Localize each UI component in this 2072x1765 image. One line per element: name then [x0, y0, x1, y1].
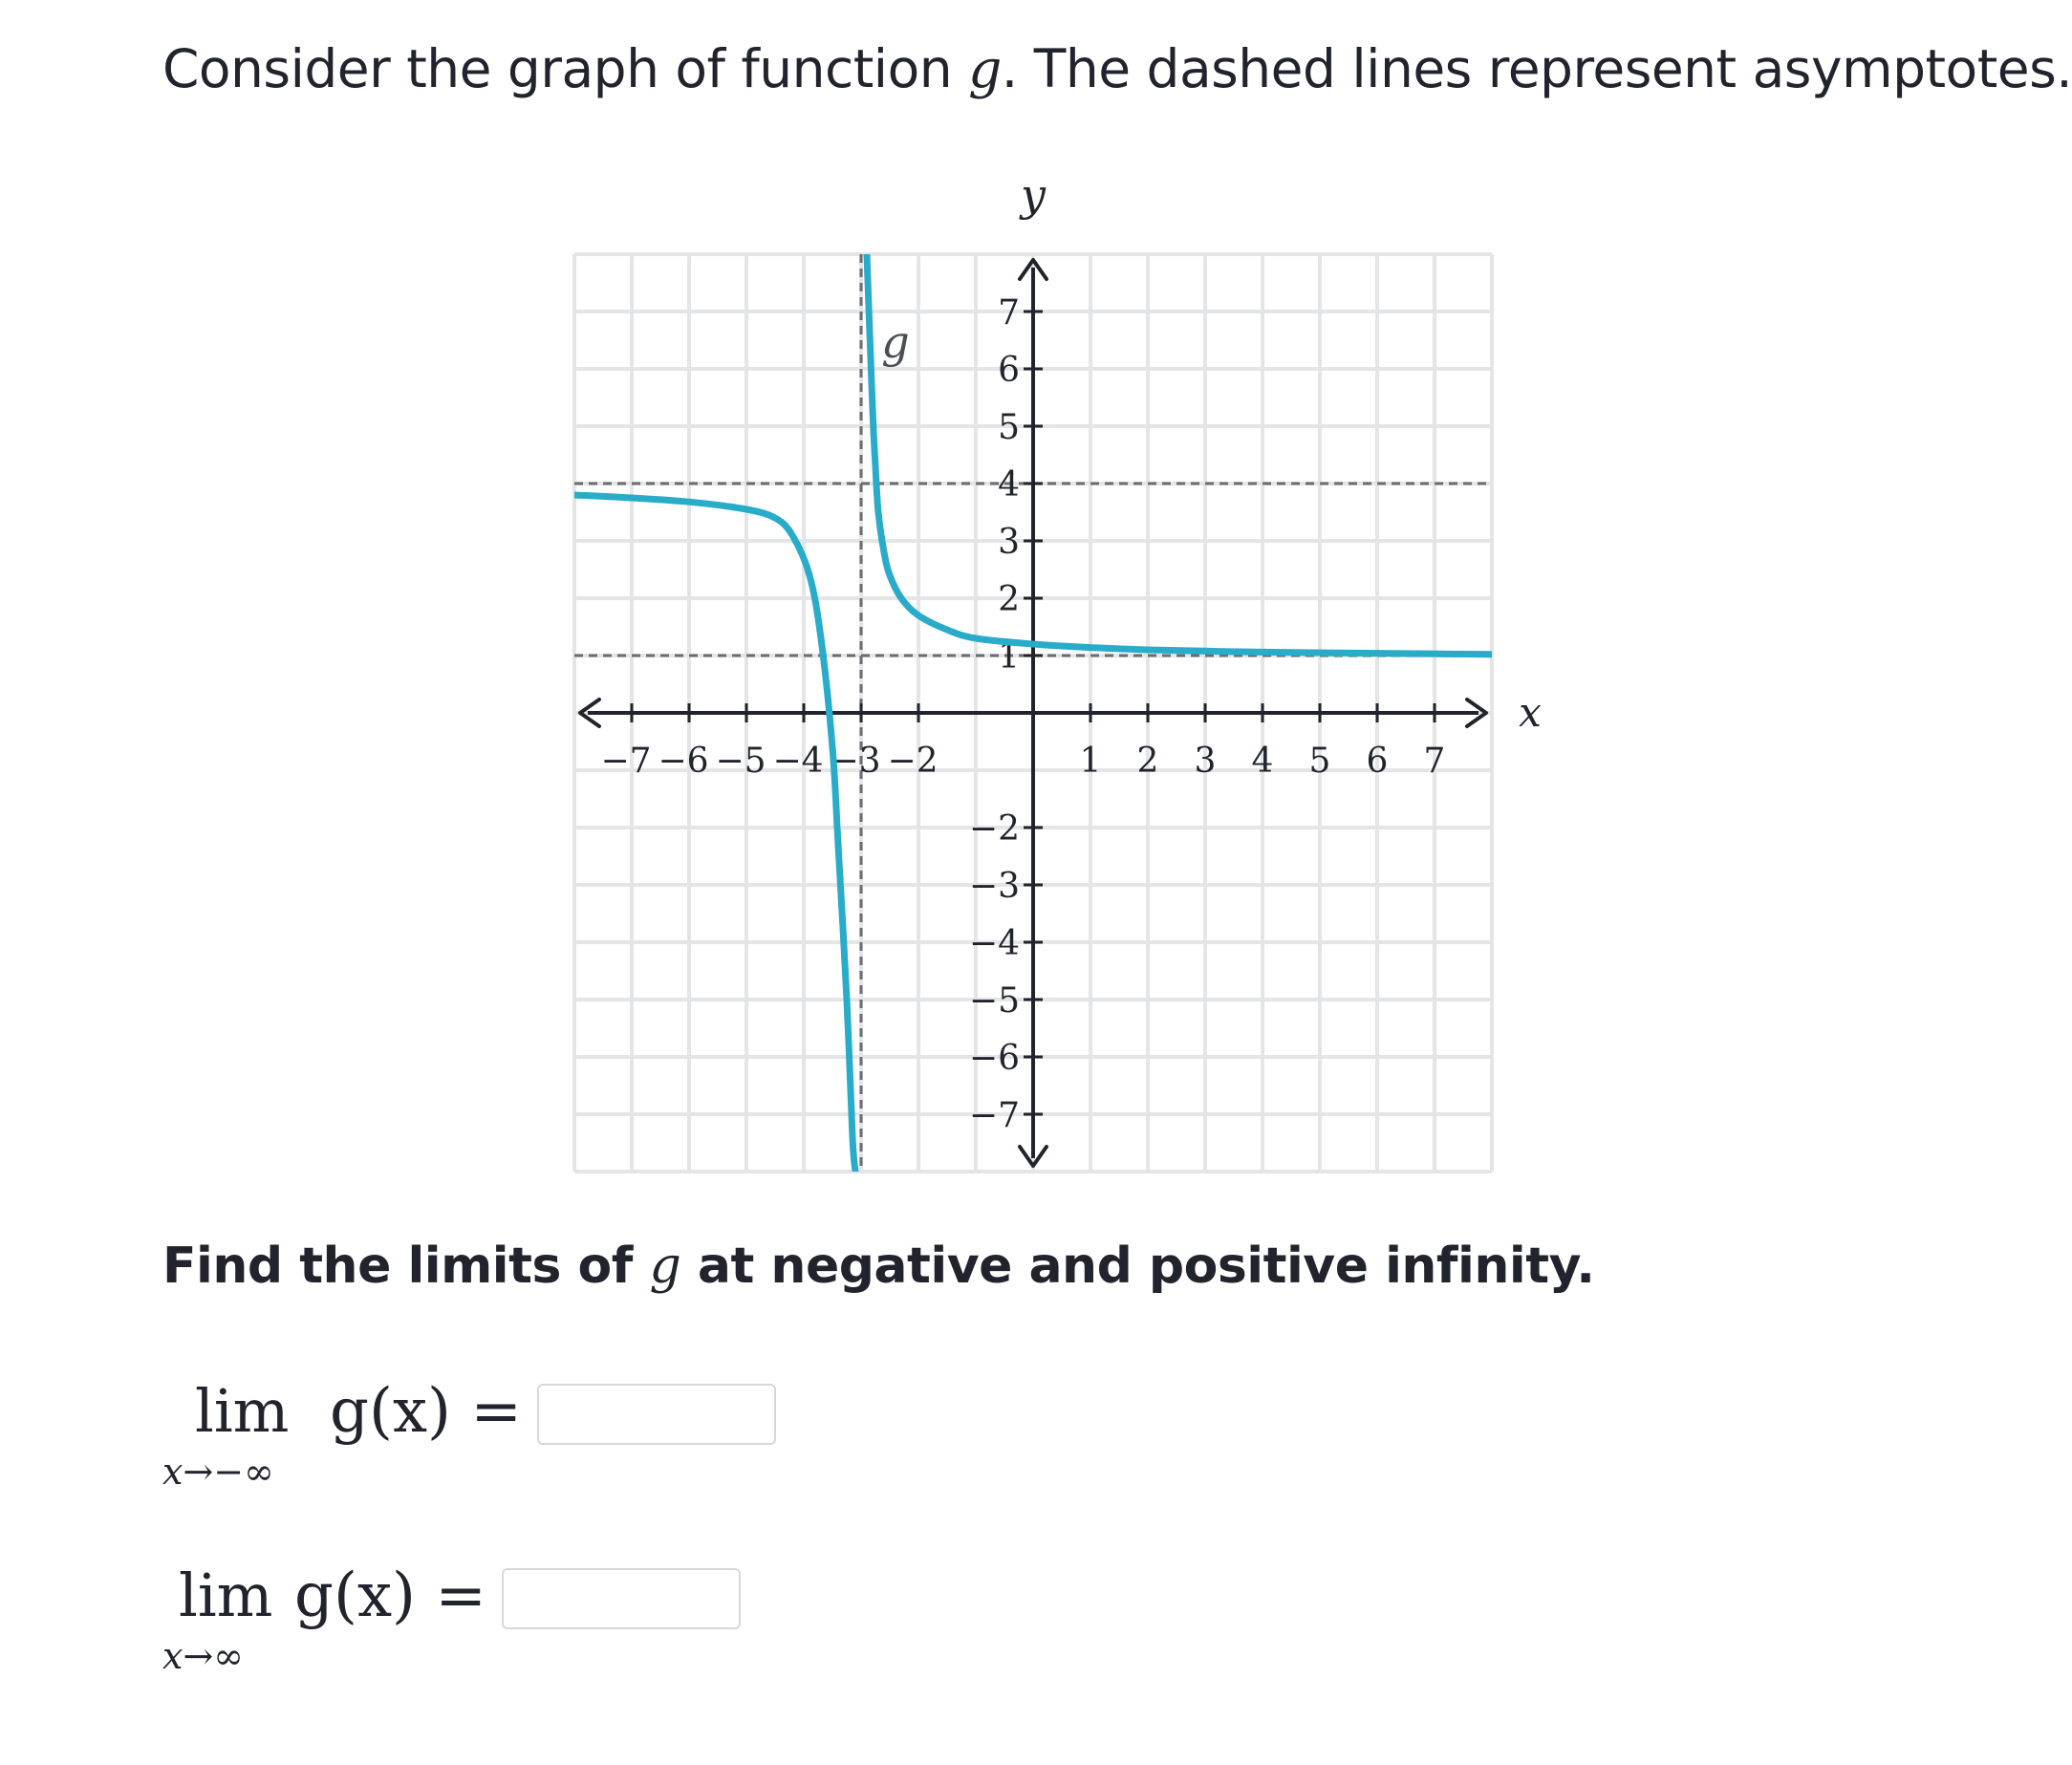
y-tick-label: 5	[998, 408, 1020, 447]
y-tick-label: −7	[968, 1096, 1020, 1135]
x-tick-label: 4	[1251, 742, 1274, 781]
question-function-var: g	[649, 1238, 681, 1295]
y-tick-label: −6	[968, 1039, 1020, 1078]
x-tick-label: 6	[1366, 742, 1389, 781]
limit-positive-infinity	[162, 1561, 927, 1694]
prompt-before: Consider the graph of function	[162, 38, 969, 99]
x-axis-label: x	[1519, 689, 1542, 736]
x-tick-label: 2	[1136, 742, 1159, 781]
limit-expression: g(x) =	[294, 1561, 486, 1631]
y-tick-label: −4	[968, 924, 1020, 963]
x-tick-label: 7	[1423, 742, 1446, 781]
y-tick-label: −5	[968, 981, 1020, 1021]
y-tick-label: 6	[998, 351, 1020, 390]
limit-positive-answer-input[interactable]	[502, 1568, 741, 1629]
limit-negative-infinity	[162, 1376, 927, 1510]
y-tick-label: 4	[998, 465, 1020, 505]
function-label: g	[881, 316, 910, 368]
y-axis-label: y	[1021, 169, 1046, 221]
limit-expression: g(x) =	[330, 1376, 522, 1447]
x-tick-label: 3	[1194, 742, 1217, 781]
x-tick-label: −7	[600, 742, 652, 781]
question-before: Find the limits of	[162, 1238, 650, 1295]
x-tick-label: −2	[887, 742, 939, 781]
function-curve-segment	[867, 254, 1492, 655]
prompt-function-var: g	[968, 38, 1002, 99]
lim-subscript: x→∞	[162, 1635, 244, 1677]
y-tick-label: 1	[998, 637, 1020, 677]
lim-word: lim	[195, 1376, 290, 1446]
prompt-after: . The dashed lines represent asymptotes.	[1001, 38, 2072, 99]
x-tick-label: −4	[772, 742, 824, 781]
lim-word: lim	[179, 1561, 273, 1630]
x-tick-label: −6	[658, 742, 709, 781]
limit-negative-answer-input[interactable]	[537, 1384, 776, 1445]
x-tick-label: 1	[1079, 742, 1102, 781]
y-tick-label: −2	[968, 809, 1020, 849]
y-tick-label: 2	[998, 580, 1020, 619]
y-tick-label: 7	[998, 293, 1020, 333]
x-tick-label: 5	[1308, 742, 1331, 781]
question-text	[162, 1238, 1594, 1295]
lim-subscript: x→−∞	[162, 1451, 274, 1493]
x-tick-label: −3	[830, 742, 881, 781]
y-tick-label: 3	[998, 523, 1020, 562]
y-tick-label: −3	[968, 867, 1020, 906]
x-tick-label: −5	[715, 742, 766, 781]
question-after: at negative and positive infinity.	[680, 1238, 1595, 1295]
